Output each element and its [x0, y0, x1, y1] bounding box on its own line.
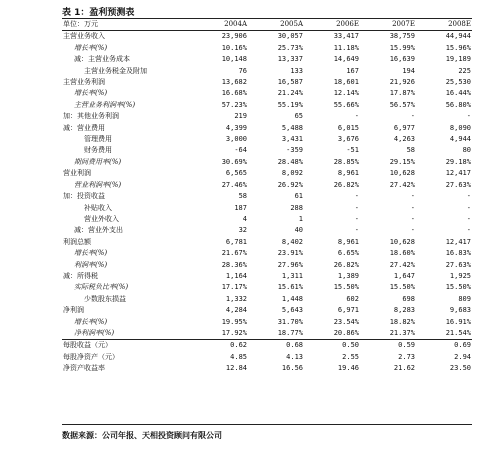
row-value: 6,977 [393, 123, 415, 132]
row-value: - [466, 226, 471, 235]
table-row [62, 145, 472, 156]
table-row [62, 203, 472, 214]
row-value: 4,399 [225, 123, 247, 132]
table-row [62, 134, 472, 145]
table-title: 表 1：盈利预测表 [62, 8, 135, 18]
row-value: 10.16% [221, 43, 247, 52]
row-value: 2.94 [454, 352, 471, 361]
row-value: 17.17% [221, 283, 247, 292]
row-label: 减：所得税 [63, 271, 98, 280]
row-value: 26.82% [333, 180, 359, 189]
row-value: 38,759 [389, 32, 415, 41]
row-value: 6,781 [225, 237, 247, 246]
row-value: 288 [290, 203, 303, 212]
table-row [62, 352, 472, 363]
row-value: 61 [294, 192, 303, 201]
row-value: 15.99% [389, 43, 415, 52]
row-value: 0.68 [248, 340, 304, 352]
row-label: 每股收益（元） [62, 340, 192, 352]
row-value: 187 [234, 203, 247, 212]
row-value: -359 [286, 146, 303, 155]
row-value: 16,587 [277, 78, 303, 87]
row-value: 16.56 [281, 364, 303, 373]
row-value: 29.18% [445, 157, 471, 166]
header-row [62, 19, 472, 31]
row-value: 44,944 [445, 32, 471, 41]
row-value: 65 [294, 112, 303, 121]
row-value: 28.48% [277, 157, 303, 166]
profit-forecast-table [62, 19, 472, 375]
row-value: 28.36% [221, 260, 247, 269]
row-label: 净利润率(%) [74, 328, 115, 337]
row-value: 33,417 [333, 32, 359, 41]
row-value: 1,647 [393, 271, 415, 280]
row-value: 4,944 [449, 135, 471, 144]
row-label: 每股净资产（元） [63, 352, 119, 361]
row-value: 16,639 [389, 55, 415, 64]
row-value: 27.46% [221, 180, 247, 189]
table-row [62, 66, 472, 77]
row-label: 财务费用 [84, 146, 112, 155]
row-value: 6,971 [337, 306, 359, 315]
row-value: 16.91% [445, 317, 471, 326]
row-value: 30,057 [277, 32, 303, 41]
row-value: -51 [346, 146, 359, 155]
table-row [62, 31, 472, 43]
table-row [62, 282, 472, 293]
table-row [62, 191, 472, 202]
row-value: 14,649 [333, 55, 359, 64]
table-row [62, 225, 472, 236]
row-value: 698 [402, 294, 415, 303]
row-value: 21.54% [445, 328, 471, 337]
row-value: 15.50% [333, 283, 359, 292]
row-value: 0.62 [192, 340, 248, 352]
row-label: 营业外收入 [84, 214, 119, 223]
row-value: 10,148 [221, 55, 247, 64]
table-row [62, 260, 472, 271]
row-value: 8,283 [393, 306, 415, 315]
row-value: 23.50 [449, 364, 471, 373]
row-value: 19,189 [445, 55, 471, 64]
row-value: 15.61% [277, 283, 303, 292]
row-value: 6,565 [225, 169, 247, 178]
table-row [62, 43, 472, 54]
row-value: - [354, 214, 359, 223]
row-value: 26.82% [333, 260, 359, 269]
table-row [62, 294, 472, 305]
table-row [62, 157, 472, 168]
row-label: 减：营业外支出 [74, 226, 123, 235]
table-row [62, 111, 472, 122]
row-label: 管理费用 [84, 135, 112, 144]
row-value: 27.63% [445, 260, 471, 269]
row-value: 6,015 [337, 123, 359, 132]
row-value: 4 [242, 214, 247, 223]
row-value: - [354, 192, 359, 201]
row-value: 194 [402, 66, 415, 75]
row-value: 1,389 [337, 271, 359, 280]
row-value: 0.69 [416, 340, 472, 352]
row-label: 补贴收入 [84, 203, 112, 212]
row-value: 3,676 [337, 135, 359, 144]
row-value: 56.80% [445, 100, 471, 109]
year-header: 2006E [336, 20, 359, 28]
row-value: 15.50% [445, 283, 471, 292]
data-source-note: 数据来源：公司年报、天相投资顾问有限公司 [62, 431, 222, 440]
row-value: 9,683 [449, 306, 471, 315]
table-row [62, 237, 472, 248]
row-value: - [354, 203, 359, 212]
row-value: 12.84 [225, 364, 247, 373]
row-label: 主营业务利润 [63, 78, 105, 87]
row-value: 8,092 [281, 169, 303, 178]
row-label: 增长率(%) [74, 317, 108, 326]
row-value: 21.62 [393, 364, 415, 373]
row-value: 13,337 [277, 55, 303, 64]
row-value: 18.82% [389, 317, 415, 326]
row-value: 13,682 [221, 78, 247, 87]
row-value: 18.77% [277, 328, 303, 337]
row-value: 0.59 [360, 340, 416, 352]
row-value: 602 [346, 294, 359, 303]
table-row [62, 54, 472, 65]
row-value: 11.18% [333, 43, 359, 52]
row-value: - [466, 203, 471, 212]
row-value: - [466, 214, 471, 223]
row-label: 利润率(%) [74, 260, 108, 269]
row-value: 16.83% [445, 249, 471, 258]
table-row [62, 100, 472, 111]
row-value: 1,164 [225, 271, 247, 280]
row-value: 23,906 [221, 32, 247, 41]
row-value: 32 [238, 226, 247, 235]
row-value: 55.66% [333, 100, 359, 109]
row-value: - [410, 214, 415, 223]
row-value: 6.65% [337, 249, 359, 258]
bottom-rule [62, 424, 472, 425]
row-value: - [466, 112, 471, 121]
row-value: 58 [238, 192, 247, 201]
row-value: 18,601 [333, 78, 359, 87]
row-value: 16.68% [221, 89, 247, 98]
row-label: 利润总额 [63, 237, 91, 246]
row-value: 19.46 [337, 364, 359, 373]
row-value: 28.85% [333, 157, 359, 166]
row-value: 8,402 [281, 237, 303, 246]
row-value: 12,417 [445, 237, 471, 246]
table-row [62, 77, 472, 88]
year-header: 2004A [224, 20, 247, 28]
row-label: 少数股东损益 [84, 294, 126, 303]
row-value: 21,926 [389, 78, 415, 87]
row-value: 57.23% [221, 100, 247, 109]
row-label: 增长率(%) [74, 89, 108, 98]
row-value: 30.69% [221, 157, 247, 166]
table-row [62, 340, 472, 352]
row-value: 3,431 [281, 135, 303, 144]
row-label: 增长率(%) [74, 249, 108, 258]
row-value: - [354, 226, 359, 235]
row-value: - [466, 192, 471, 201]
row-value: -64 [234, 146, 247, 155]
row-label: 营业利润 [63, 169, 91, 178]
row-label: 净利润 [63, 306, 84, 315]
row-value: 4,284 [225, 306, 247, 315]
row-value: 21.37% [389, 328, 415, 337]
row-label: 加：其他业务利润 [63, 112, 119, 121]
table-row [62, 271, 472, 282]
row-label: 减：营业费用 [63, 123, 105, 132]
unit-label: 单位：万元 [63, 20, 98, 28]
row-value: 40 [294, 226, 303, 235]
table-row [62, 214, 472, 225]
row-value: 58 [406, 146, 415, 155]
row-value: - [410, 192, 415, 201]
table-row [62, 180, 472, 191]
row-value: 12.14% [333, 89, 359, 98]
row-value: 15.50% [389, 283, 415, 292]
row-value: 167 [346, 66, 359, 75]
row-value: 8,961 [337, 169, 359, 178]
row-value: 4,263 [393, 135, 415, 144]
row-value: 5,643 [281, 306, 303, 315]
table-row [62, 305, 472, 316]
row-label: 主营业务收入 [63, 32, 105, 41]
row-value: - [354, 112, 359, 121]
row-label: 营业利润率(%) [74, 180, 122, 189]
year-header: 2007E [392, 20, 415, 28]
row-value: 8,090 [449, 123, 471, 132]
row-value: 27.42% [389, 180, 415, 189]
row-value: 16.44% [445, 89, 471, 98]
row-value: 26.92% [277, 180, 303, 189]
row-value: 18.60% [389, 249, 415, 258]
row-value: 56.57% [389, 100, 415, 109]
row-value: 2.73 [398, 352, 415, 361]
table-row [62, 88, 472, 99]
row-value: 4.13 [286, 352, 303, 361]
row-value: 31.70% [277, 317, 303, 326]
row-value: 3,000 [225, 135, 247, 144]
row-value: - [410, 112, 415, 121]
row-value: 1,448 [281, 294, 303, 303]
row-value: 27.63% [445, 180, 471, 189]
row-value: 21.24% [277, 89, 303, 98]
row-label: 加：投资收益 [63, 192, 105, 201]
row-value: 1 [298, 214, 303, 223]
row-value: 8,961 [337, 237, 359, 246]
row-value: 21.67% [221, 249, 247, 258]
table-row [62, 248, 472, 259]
row-value: 4.85 [230, 352, 247, 361]
row-value: 27.42% [389, 260, 415, 269]
row-label: 净资产收益率 [63, 364, 105, 373]
row-value: 10,628 [389, 169, 415, 178]
row-value: 23.54% [333, 317, 359, 326]
row-value: 1,925 [449, 271, 471, 280]
row-label: 增长率(%) [74, 43, 108, 52]
row-value: 17.87% [389, 89, 415, 98]
row-value: 29.15% [389, 157, 415, 166]
row-value: 0.50 [304, 340, 360, 352]
row-value: 225 [458, 66, 471, 75]
year-header: 2005A [280, 20, 303, 28]
table-row [62, 123, 472, 134]
row-value: 25.73% [277, 43, 303, 52]
row-label: 实际税负比率(%) [74, 283, 129, 292]
row-value: 12,417 [445, 169, 471, 178]
row-value: 10,628 [389, 237, 415, 246]
row-value: 17.92% [221, 328, 247, 337]
row-value: 1,332 [225, 294, 247, 303]
row-value: 23.91% [277, 249, 303, 258]
row-value: 27.96% [277, 260, 303, 269]
row-value: 15.96% [445, 43, 471, 52]
row-value: 809 [458, 294, 471, 303]
table-row [62, 168, 472, 179]
row-value: 76 [238, 66, 247, 75]
row-value: 133 [290, 66, 303, 75]
row-value: 20.86% [333, 328, 359, 337]
row-value: 19.95% [221, 317, 247, 326]
row-label: 减：主营业务成本 [74, 55, 130, 64]
row-value: 2.55 [342, 352, 359, 361]
table-row [62, 363, 472, 374]
year-header: 2008E [448, 20, 471, 28]
row-value: 55.19% [277, 100, 303, 109]
row-value: 5,488 [281, 123, 303, 132]
row-value: 219 [234, 112, 247, 121]
row-value: 80 [462, 146, 471, 155]
row-value: - [410, 203, 415, 212]
table-row [62, 317, 472, 328]
row-label: 主营业务利润率(%) [74, 100, 136, 109]
row-value: 25,530 [445, 78, 471, 87]
row-label: 主营业务税金及附加 [84, 66, 147, 75]
row-value: 1,311 [281, 271, 303, 280]
row-label: 期间费用率(%) [74, 157, 122, 166]
row-value: - [410, 226, 415, 235]
table-row [62, 328, 472, 340]
